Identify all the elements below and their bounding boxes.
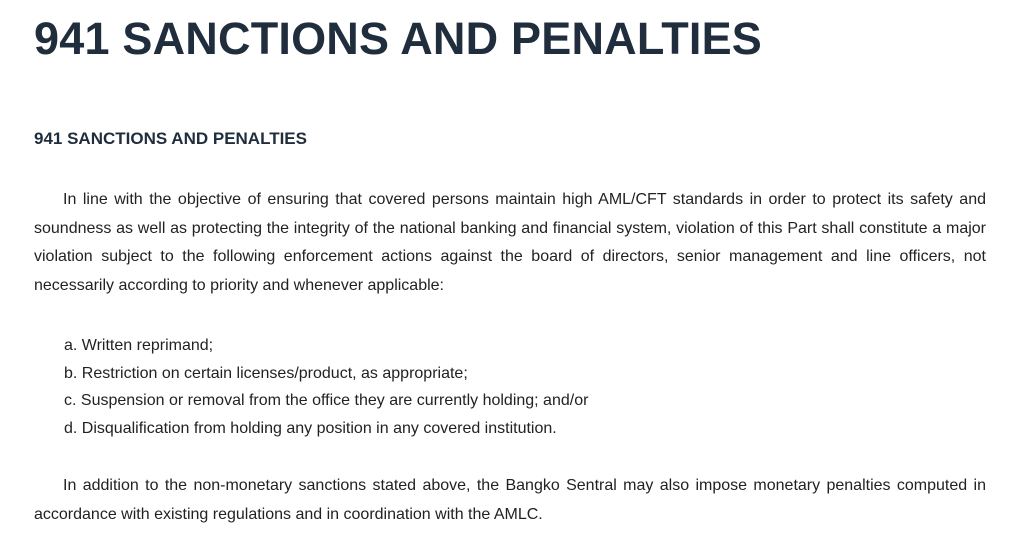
list-item: d. Disqualification from holding any position in any covered institution.: [64, 419, 557, 437]
list-item: c. Suspension or removal from the office they are currently holding; and/or: [64, 392, 589, 409]
list-item: b. Restriction on certain licenses/product, as appropriate;: [64, 364, 468, 382]
page-title: 941 SANCTIONS AND PENALTIES: [34, 13, 763, 64]
intro-paragraph: In line with the objective of ensuring that covered persons maintain high AML/CFT standards in order to protect its safety and soundness as well as protecting the integrity of the national banking and financial system, violation of this Part shall constitute a major violation subject to the following enforcement actions against the board of directors, senior management and line officers, not necessarily according to priority and whenever applicable:: [34, 191, 986, 294]
list-item: a. Written reprimand;: [64, 337, 214, 354]
section-heading: 941 SANCTIONS AND PENALTIES: [34, 129, 307, 148]
monetary-penalties-paragraph: In addition to the non-monetary sanctions stated above, the Bangko Sentral may also impose monetary penalties computed in accordance with existing regulations and in coordination with the AMLC.: [34, 477, 986, 523]
enforcement-actions-list: [34, 332, 986, 442]
